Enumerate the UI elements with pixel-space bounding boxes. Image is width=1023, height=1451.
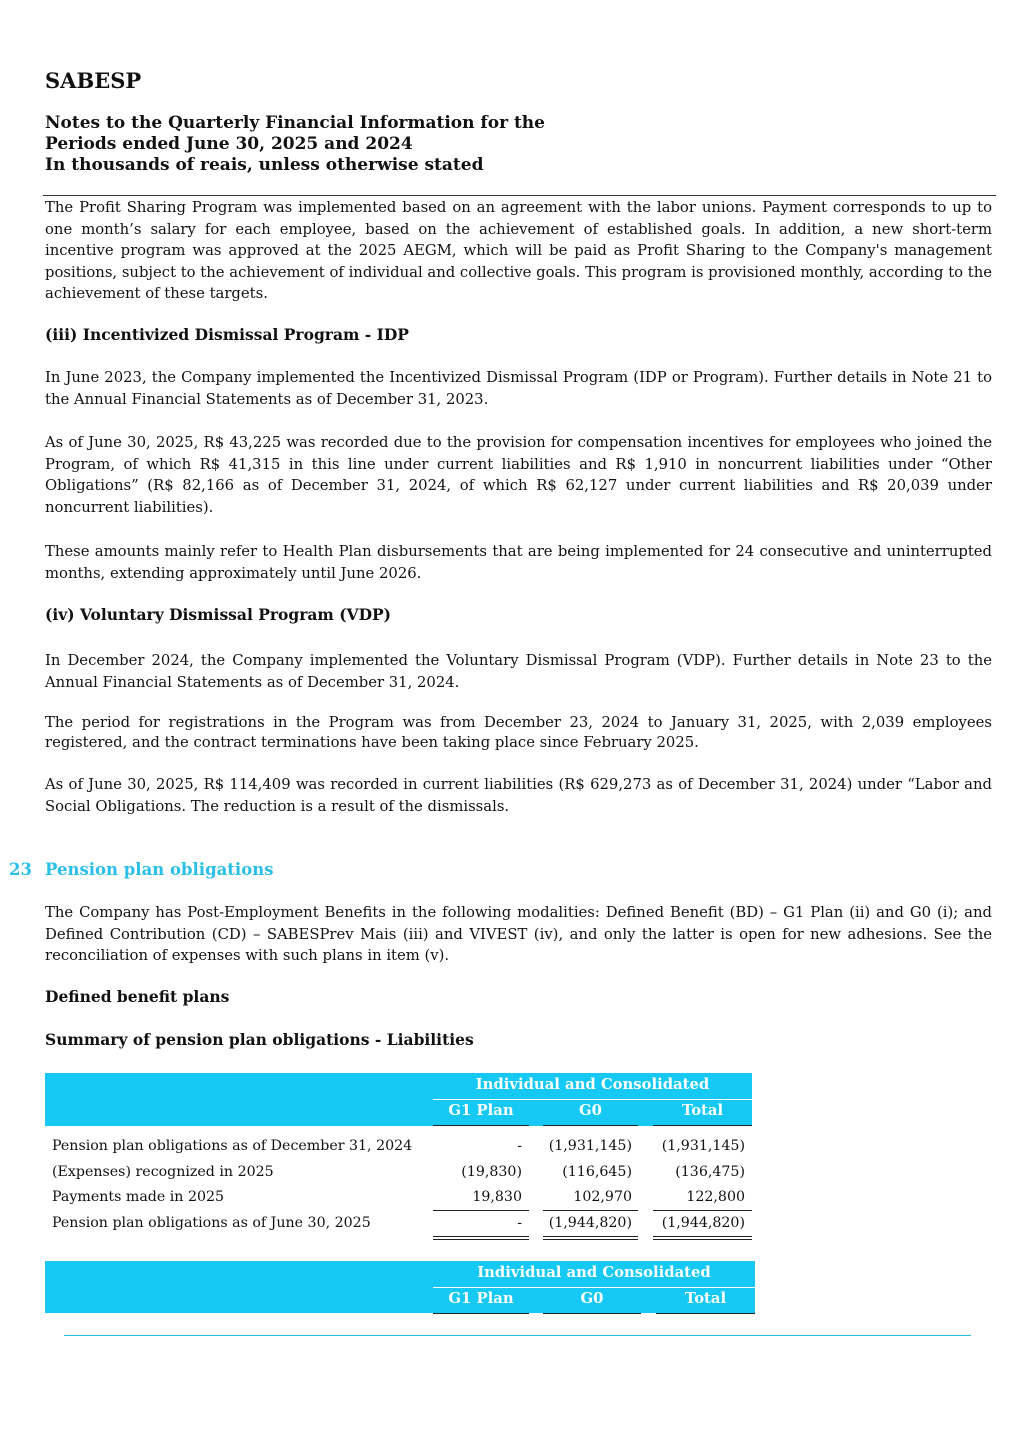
header-line-1: Notes to the Quarterly Financial Information for the: [45, 113, 545, 133]
profit-sharing-paragraph: The Profit Sharing Program was implemented based on an agreement with the labor unions. Payment corresponds to up to one month’s salary for each employee, based on the achievement of established goals. In addition, a new short-term incentive program was approved at the 2025 AEGM, which will be paid as Profit Sharing to the Company's management positions, subject to the achievement of individual and collective goals. This program is provisioned monthly, according to the achievement of these targets.: [45, 199, 992, 302]
cell-g0: (116,645): [562, 1164, 632, 1180]
vdp-paragraph-3: As of June 30, 2025, R$ 114,409 was recorded in current liabilities (R$ 629,273 as of December 31, 2024) under “Labor and Social Obligations. The reduction is a result of the dismissals.: [45, 776, 992, 815]
cell-total: (136,475): [675, 1164, 745, 1180]
header-underline: [543, 1313, 641, 1314]
idp-paragraph-2: As of June 30, 2025, R$ 43,225 was recorded due to the provision for compensation incentives for employees who joined the Program, of which R$ 41,315 in this line under current liabilities and R$ 1,910 in noncurrent liabilities under “Other Obligations” (R$ 82,166 as of December 31, 2024, of which R$ 62,127 under current liabilities and R$ 20,039 under noncurrent liabilities).: [45, 434, 992, 516]
total-double-line: [433, 1236, 529, 1240]
idp-paragraph-1: In June 2023, the Company implemented the Incentivized Dismissal Program (IDP or Program). Further details in Note 21 to the Annual Financial Statements as of December 31, 2023.: [45, 369, 992, 408]
section-title: Pension plan obligations: [45, 860, 274, 879]
total-double-line: [543, 1236, 638, 1240]
idp-paragraph-3: These amounts mainly refer to Health Plan disbursements that are being implemented for 24 consecutive and uninterrupted months, extending approximately until June 2026.: [45, 543, 992, 582]
header-underline: [653, 1125, 752, 1126]
column-header-g0: G0: [580, 1290, 604, 1307]
summary-heading: Summary of pension plan obligations - Liabilities: [45, 1030, 474, 1049]
subtotal-line: [433, 1210, 529, 1211]
column-header-g1: G1 Plan: [448, 1102, 514, 1119]
row-label: Payments made in 2025: [52, 1189, 225, 1205]
column-header-g0: G0: [579, 1102, 602, 1119]
cell-total: (1,931,145): [661, 1138, 745, 1154]
vdp-paragraph-2: The period for registrations in the Program was from December 23, 2024 to January 31, 2025, with 2,039 employees registered, and the contract terminations have been taking place since February 2025.: [45, 714, 992, 751]
defined-benefit-heading: Defined benefit plans: [45, 987, 230, 1006]
table-group-header: Individual and Consolidated: [477, 1264, 711, 1281]
total-double-line: [653, 1236, 752, 1240]
header-separator: [433, 1099, 752, 1100]
section-intro: The Company has Post-Employment Benefits in the following modalities: Defined Benefit (BD) – G1 Plan (ii) and G0 (i); and Defined Contribution (CD) – SABESPrev Mais (iii) and VIVEST (iv), and only the latter is open for new adhesions. See the reconciliation of expenses with such plans in item (v).: [45, 904, 992, 964]
subtotal-line: [653, 1210, 752, 1211]
company-name: SABESP: [45, 68, 142, 93]
header-divider: [43, 195, 996, 196]
column-header-g1: G1 Plan: [448, 1290, 514, 1307]
cell-g0: (1,944,820): [548, 1215, 632, 1231]
cell-g1: -: [517, 1138, 522, 1154]
column-header-total: Total: [684, 1290, 727, 1307]
header-line-3: In thousands of reais, unless otherwise stated: [45, 155, 484, 175]
cell-g0: 102,970: [573, 1189, 632, 1205]
header-separator: [433, 1287, 755, 1288]
header-underline: [433, 1125, 529, 1126]
vdp-heading: (iv) Voluntary Dismissal Program (VDP): [45, 605, 392, 624]
cell-g1: 19,830: [472, 1189, 522, 1205]
header-underline: [656, 1313, 755, 1314]
table-group-header: Individual and Consolidated: [475, 1076, 710, 1093]
vdp-paragraph-1: In December 2024, the Company implemented the Voluntary Dismissal Program (VDP). Further details in Note 23 to the Annual Financial Statements as of December 31, 2024.: [45, 652, 992, 691]
section-number: 23: [9, 860, 32, 879]
row-label: Pension plan obligations as of June 30, 2025: [52, 1215, 371, 1231]
cell-total: (1,944,820): [661, 1215, 745, 1231]
cell-total: 122,800: [686, 1189, 745, 1205]
header-underline: [433, 1313, 529, 1314]
cell-g1: (19,830): [461, 1164, 522, 1180]
footer-rule: [64, 1335, 971, 1336]
header-line-2: Periods ended June 30, 2025 and 2024: [45, 134, 413, 154]
idp-heading: (iii) Incentivized Dismissal Program - IDP: [45, 325, 409, 344]
cell-g0: (1,931,145): [548, 1138, 632, 1154]
header-underline: [543, 1125, 638, 1126]
column-header-total: Total: [681, 1102, 724, 1119]
row-label: (Expenses) recognized in 2025: [52, 1164, 274, 1180]
cell-g1: -: [517, 1215, 522, 1231]
row-label: Pension plan obligations as of December 31, 2024: [52, 1138, 413, 1154]
subtotal-line: [543, 1210, 638, 1211]
